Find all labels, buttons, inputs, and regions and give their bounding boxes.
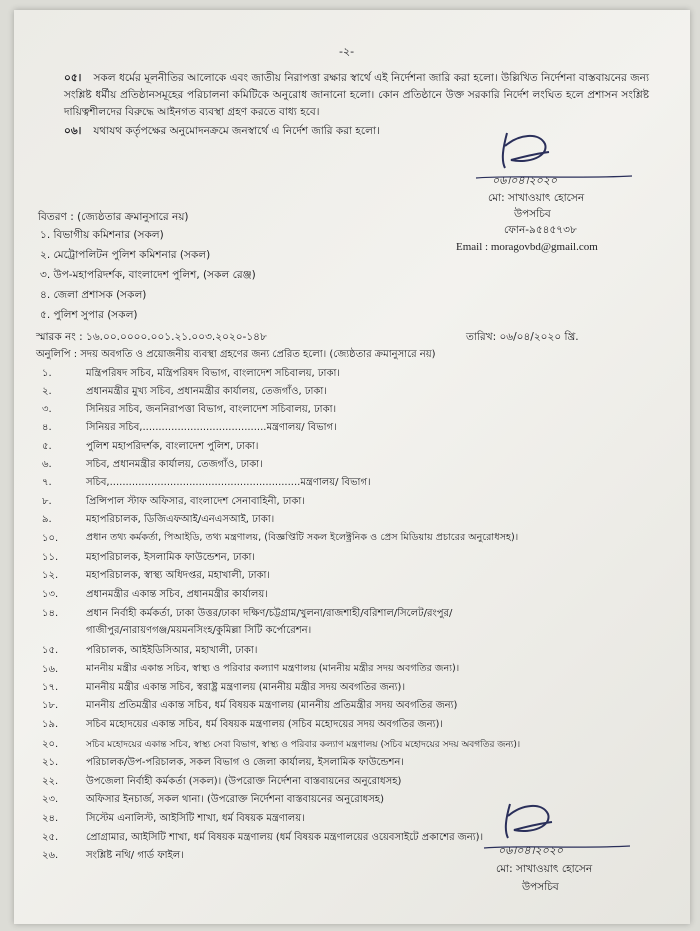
memo-number: স্মারক নং : ১৬.০০.০০০০.০০১.২১.০০৩.২০২০-১৪৮ — [36, 331, 267, 343]
copy-text: প্রধানমন্ত্রীর মুখ্য সচিব, প্রধানমন্ত্রীর কার্যালয়, তেজগাঁও, ঢাকা। — [86, 386, 327, 397]
copy-number: ২৪. — [42, 813, 59, 824]
signature-mark-2 — [494, 800, 574, 842]
copy-number: ৪. — [42, 422, 52, 433]
copy-text: মহাপরিচালক, ডিজিএফআই/এনএসআই, ঢাকা। — [86, 514, 275, 525]
copy-number: ১৯. — [42, 719, 59, 730]
copy-text: মন্ত্রিপরিষদ সচিব, মন্ত্রিপরিষদ বিভাগ, বাংলাদেশ সচিবালয়, ঢাকা। — [86, 368, 340, 379]
copy-text: মাননীয় মন্ত্রীর একান্ত সচিব, স্বরাষ্ট্র মন্ত্রণালয় (মাননীয় মন্ত্রীর সদয় অবগতির জন্য)। — [86, 682, 406, 693]
copy-text: সচিব মহোদয়ের একান্ত সচিব, ধর্ম বিষয়ক মন্ত্রণালয় (সচিব মহোদয়ের সদয় অবগতির জন্য)। — [86, 719, 443, 730]
signature-2-underline — [482, 844, 632, 850]
signature-1-date: ০৬।০৪।২০২০ — [492, 174, 558, 187]
signature-2-name: মো: সাখাওয়াৎ হোসেন — [496, 863, 593, 875]
copy-number: ১৬. — [42, 664, 59, 675]
signature-1-underline — [474, 174, 634, 180]
paragraph-05-number: ০৫। — [64, 72, 82, 84]
distribution-item: ১. বিভাগীয় কমিশনার (সকল) — [40, 229, 164, 241]
copy-number: ২. — [42, 386, 52, 397]
paragraph-05-text: সকল ধর্মের মূলনীতির আলোকে এবং জাতীয় নিরাপত্তা রক্ষার স্বার্থে এই নির্দেশনা জারি করা হলো। উল্লিখিত নির্দেশনা বাস্তবায়নের জন্য সংশ্লিষ্ট ধর্মীয় প্রতিষ্ঠানসমূহের পরিচালনা কমিটিকে অনুরোধ জানানো হলো। কোন প্রতিষ্ঠানে উক্ত সরকারি নির্দেশ লংঘিত হলে প্রশাসন সংশ্লিষ্ট দায়িত্বশীলদের বিরুদ্ধে আইনগত ব্যবস্থা গ্রহণ করতে বাধ্য হবে। — [64, 72, 649, 118]
copy-number: ১১. — [42, 552, 59, 563]
copy-text: সিনিয়র সচিব, জননিরাপত্তা বিভাগ, বাংলাদেশ সচিবালয়, ঢাকা। — [86, 404, 337, 415]
copy-number: ৩. — [42, 404, 52, 415]
copy-number: ১৮. — [42, 700, 59, 711]
copy-number: ২২. — [42, 776, 59, 787]
copy-text: প্রধানমন্ত্রীর একান্ত সচিব, প্রধানমন্ত্রীর কার্যালয়। — [86, 589, 268, 600]
copy-number: ৬. — [42, 459, 52, 470]
copy-text: মাননীয় মন্ত্রীর একান্ত সচিব, স্বাস্থ্য ও পরিবার কল্যাণ মন্ত্রণালয় (মাননীয় মন্ত্রীর সদয় অবগতির জন্য)। — [86, 663, 460, 674]
copy-number: ২০. — [42, 739, 59, 750]
distribution-heading: বিতরণ : (জ্যেষ্ঠতার ক্রমানুসারে নয়) — [38, 211, 189, 223]
signature-2-date: ০৬।০৪।২০২০ — [498, 844, 564, 857]
copy-text: প্রধান তথ্য কর্মকর্তা, পিআইডি, তথ্য মন্ত্রণালয়, (বিজ্ঞপ্তিটি সকল ইলেক্ট্রনিক ও প্রেস মিডিয়ায় প্রচারের অনুরোধসহ)। — [86, 532, 519, 543]
copy-number: ২১. — [42, 757, 59, 768]
copy-text: মাননীয় প্রতিমন্ত্রীর একান্ত সচিব, ধর্ম বিষয়ক মন্ত্রণালয় (মাননীয় প্রতিমন্ত্রীর সদয় অবগতির জন্য) — [86, 700, 458, 711]
copy-text: পরিচালক, আইইডিসিআর, মহাখালী, ঢাকা। — [86, 645, 258, 656]
document-page — [14, 10, 690, 924]
copy-text: সিনিয়র সচিব,.......................................মন্ত্রণালয়/ বিভাগ। — [86, 422, 337, 433]
copy-number: ১৩. — [42, 589, 59, 600]
copy-text: সংশ্লিষ্ট নথি/ গার্ড ফাইল। — [86, 850, 184, 861]
copy-text: অফিসার ইনচার্জ, সকল থানা। (উপরোক্ত নির্দেশনা বাস্তবায়নের অনুরোধসহ) — [86, 794, 384, 805]
copy-text: উপজেলা নির্বাহী কর্মকর্তা (সকল)। (উপরোক্ত নির্দেশনা বাস্তবায়নের অনুরোধসহ) — [86, 776, 402, 787]
copy-number: ১৪. — [42, 608, 59, 619]
copy-number: ২৬. — [42, 850, 59, 861]
paragraph-06-number: ০৬। — [64, 125, 82, 137]
copy-number: ১৫. — [42, 645, 59, 656]
copy-text: সচিব মহোদয়ের একান্ত সচিব, স্বাস্থ্য সেবা বিভাগ, স্বাস্থ্য ও পরিবার কল্যাণ মন্ত্রণালয় (সচিব মহোদয়ের সদয় অবগতির জন্য)। — [86, 740, 521, 750]
copy-text: সচিব, প্রধানমন্ত্রীর কার্যালয়, তেজগাঁও, ঢাকা। — [86, 459, 263, 470]
copy-number: ৮. — [42, 496, 52, 507]
signature-mark-1 — [489, 128, 569, 173]
paragraph-06-text: যথাযথ কর্তৃপক্ষের অনুমোদনক্রমে জনস্বার্থে এ নির্দেশ জারি করা হলো। — [93, 125, 380, 137]
signature-1-email: Email : moragovbd@gmail.com — [456, 241, 598, 253]
distribution-item: ৩. উপ-মহাপরিদর্শক, বাংলাদেশ পুলিশ, (সকল রেঞ্জ) — [40, 269, 256, 281]
distribution-item: ২. মেট্রোপলিটন পুলিশ কমিশনার (সকল) — [40, 249, 211, 261]
copy-text: সচিব,............................................................মন্ত্রণালয়/ বিভাগ। — [86, 477, 371, 488]
copies-heading: অনুলিপি : সদয় অবগতি ও প্রয়োজনীয় ব্যবস্থা গ্রহণের জন্য প্রেরিত হলো। (জ্যেষ্ঠতার ক্রমানুসারে নয়) — [36, 349, 436, 360]
copy-number: ১. — [42, 368, 52, 379]
copy-text: সিস্টেম এনালিস্ট, আইসিটি শাখা, ধর্ম বিষয়ক মন্ত্রণালয়। — [86, 813, 305, 824]
copy-number: ১০. — [42, 533, 59, 544]
copy-text: পুলিশ মহাপরিদর্শক, বাংলাদেশ পুলিশ, ঢাকা। — [86, 441, 259, 452]
distribution-item: ৫. পুলিশ সুপার (সকল) — [40, 309, 138, 321]
copy-text: প্রোগ্রামার, আইসিটি শাখা, ধর্ম বিষয়ক মন্ত্রণালয় (ধর্ম বিষয়ক মন্ত্রণালয়ের ওয়েবসাইটে প্রকাশের জন্য)। — [86, 832, 484, 843]
copy-text: মহাপরিচালক, স্বাস্থ্য অধিদপ্তর, মহাখালী, ঢাকা। — [86, 570, 270, 581]
copy-text: গাজীপুর/নারায়ণগঞ্জ/ময়মনসিংহ/কুমিল্লা সিটি কর্পোরেশন। — [86, 625, 312, 636]
copy-text: প্রিন্সিপাল স্টাফ অফিসার, বাংলাদেশ সেনাবাহিনী, ঢাকা। — [86, 496, 305, 507]
paragraph-05 — [64, 70, 649, 121]
copy-text: পরিচালক/উপ-পরিচালক, সকল বিভাগ ও জেলা কার্যালয়, ইসলামিক ফাউন্ডেশন। — [86, 757, 404, 768]
copy-number: ৭. — [42, 477, 52, 488]
signature-1-designation: উপসচিব — [514, 208, 551, 220]
signature-1-name: মো: সাখাওয়াৎ হোসেন — [488, 192, 585, 204]
copy-number: ১৭. — [42, 682, 59, 693]
copy-number: ১২. — [42, 570, 59, 581]
copy-number: ৯. — [42, 514, 52, 525]
copy-number: ৫. — [42, 441, 52, 452]
copy-number: ২৫. — [42, 832, 59, 843]
copy-text: প্রধান নির্বাহী কর্মকর্তা, ঢাকা উত্তর/ঢাকা দক্ষিণ/চট্টগ্রাম/খুলনা/রাজশাহী/বরিশাল/সিলেট/রংপুর/ — [86, 608, 453, 619]
memo-date: তারিখ: ০৬/০৪/২০২০ খ্রি. — [466, 331, 579, 343]
page-number: -২- — [339, 45, 355, 58]
distribution-item: ৪. জেলা প্রশাসক (সকল) — [40, 289, 147, 301]
copy-text: মহাপরিচালক, ইসলামিক ফাউন্ডেশন, ঢাকা। — [86, 552, 255, 563]
signature-1-phone: ফোন-৯৫৪৫৭৩৮ — [504, 224, 577, 236]
copy-number: ২৩. — [42, 794, 59, 805]
signature-2-designation: উপসচিব — [522, 881, 559, 893]
